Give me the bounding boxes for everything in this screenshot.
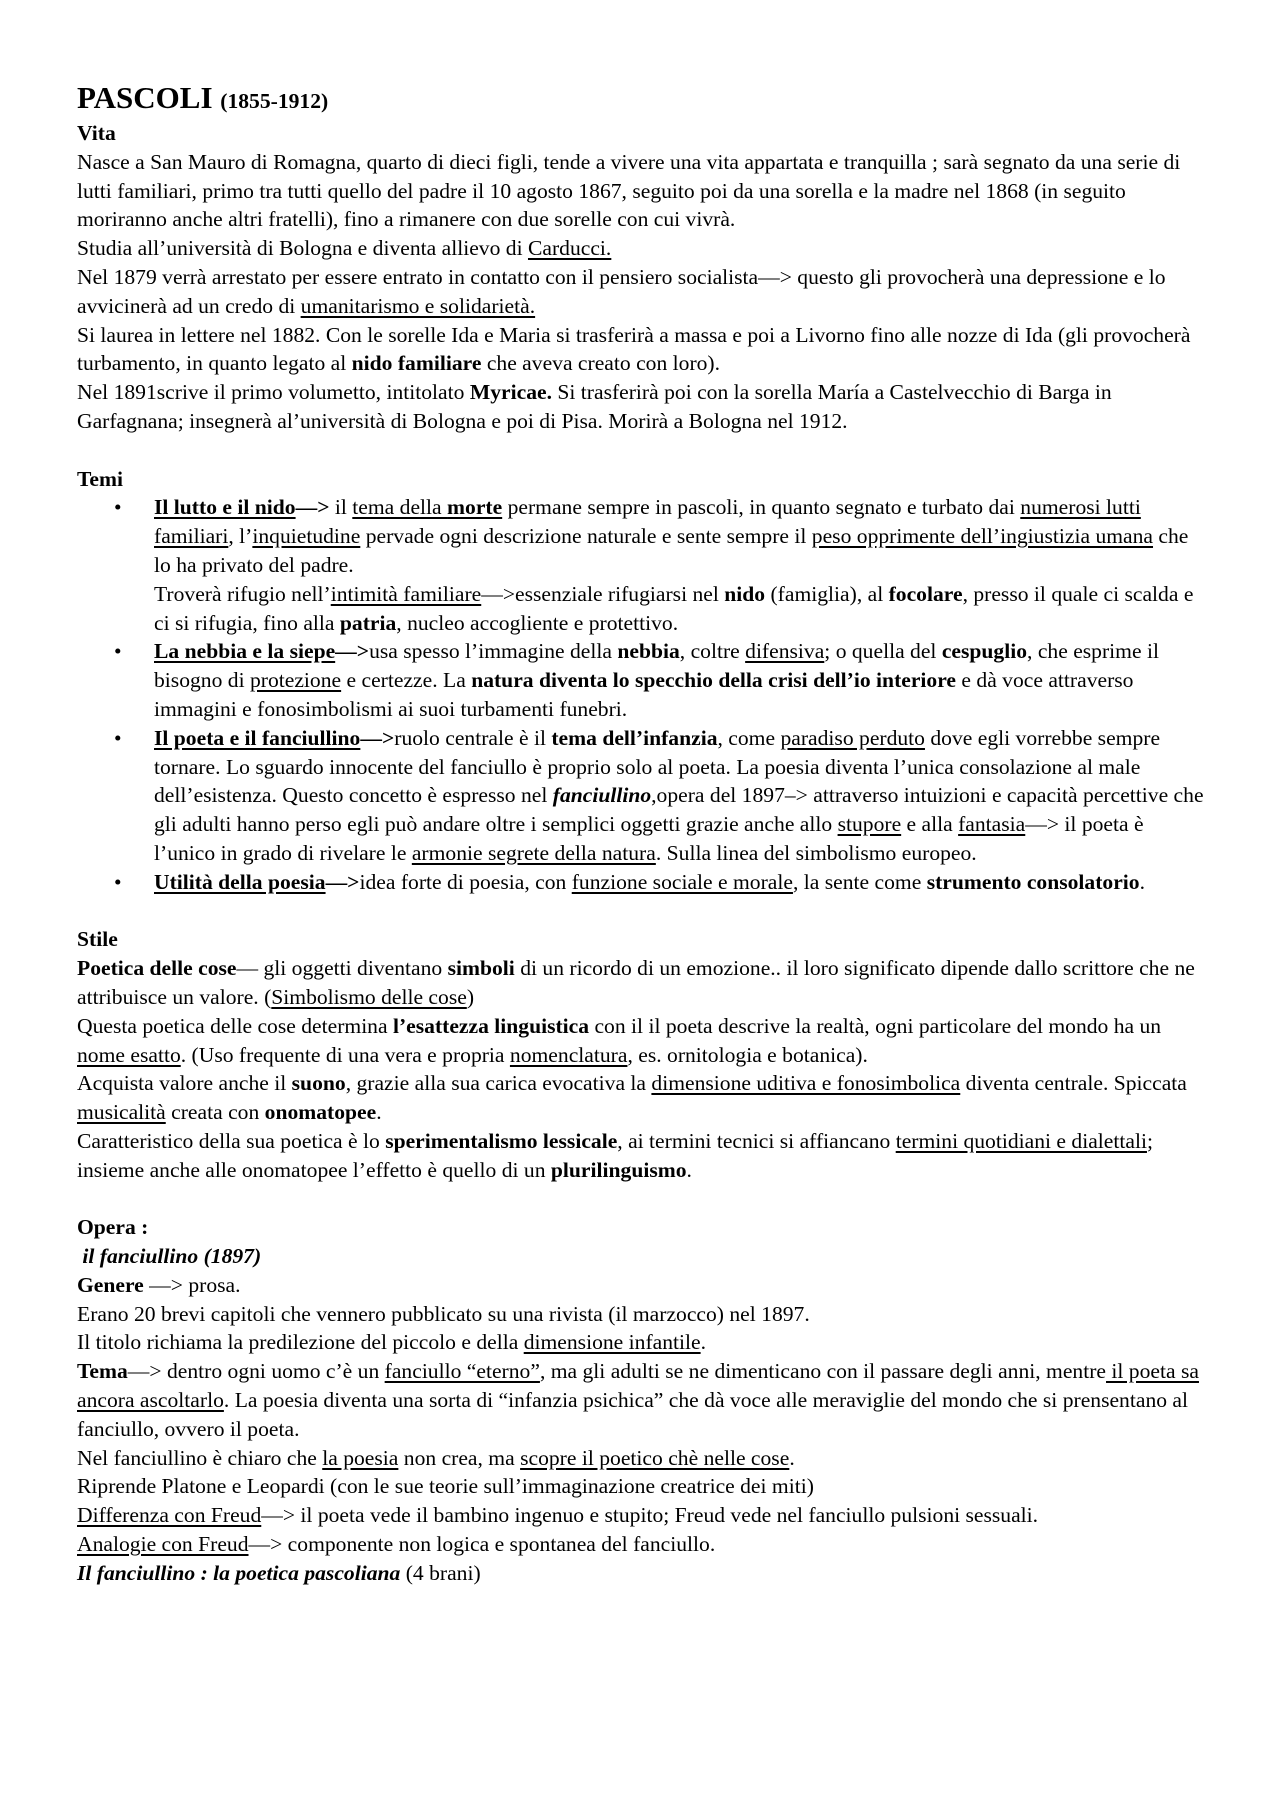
text-run: , nucleo accogliente e protettivo. — [396, 610, 679, 635]
theme-paragraph — [154, 493, 1207, 579]
theme-paragraph — [154, 868, 1207, 897]
underlined-text: difensiva — [745, 639, 825, 664]
vita-paragraph-2 — [77, 234, 1207, 263]
text-run: , ai termini tecnici si affiancano — [617, 1128, 896, 1153]
bold-text: suono — [291, 1071, 346, 1096]
underlined-text: la poesia — [322, 1445, 399, 1470]
opera-paragraph-4 — [77, 1444, 1207, 1473]
underlined-text: dimensione uditiva e fonosimbolica — [651, 1071, 961, 1096]
underlined-text: funzione sociale e morale — [571, 869, 793, 894]
theme-item-poeta-fanciullino — [154, 724, 1207, 868]
underlined-text: nomenclatura — [509, 1042, 628, 1067]
page-title — [77, 80, 1207, 119]
text-run: con il il poeta descrive la realtà, ogni particolare del mondo ha un — [589, 1013, 1162, 1038]
opera-paragraph-6 — [77, 1501, 1207, 1530]
text-run: e dà voce attraverso immagini e fonosimbolismi ai suoi turbamenti funebri. — [154, 668, 1134, 721]
bold-text: nido familiare — [351, 351, 482, 376]
theme-title: Il lutto e il nido — [154, 495, 296, 520]
text-run: Si laurea in lettere nel 1882. Con le sorelle Ida e Maria si trasferirà a massa e poi a Livorno fino alle nozze di Ida (gli provocherà turbamento, in quanto legato al — [77, 322, 1191, 376]
underlined-text: scopre il poetico chè nelle cose — [520, 1445, 790, 1470]
text-run: —>essenziale rifugiarsi nel — [481, 581, 725, 606]
underlined-text: fantasia — [958, 812, 1026, 837]
underlined-text: inquietudine — [252, 524, 361, 549]
text-run: Il titolo richiama la predilezione del piccolo e della — [77, 1330, 524, 1355]
underlined-text: tema della — [352, 495, 448, 520]
bold-text: cespuglio — [941, 639, 1028, 664]
title-years: (1855-1912) — [220, 89, 329, 113]
section-heading-vita: Vita — [77, 121, 116, 145]
opera-genere — [77, 1271, 1207, 1300]
text-run: usa spesso l’immagine della — [369, 639, 618, 664]
underlined-text: nome esatto — [77, 1042, 181, 1067]
underlined-text: paradiso perduto — [780, 725, 925, 750]
text-run: , coltre — [679, 639, 746, 664]
vita-paragraph-3 — [77, 263, 1207, 321]
text-run: , grazie alla sua carica evocativa la — [345, 1071, 652, 1096]
text-run: ,opera del 1897–> attraverso intuizioni e capacità percettive che gli adulti hanno perso egli può andare oltre i semplici oggetti grazie anche allo — [154, 783, 1204, 837]
theme-item-lutto-nido — [154, 493, 1207, 637]
text-run: . La poesia diventa una sorta di “infanzia psichica” che dà voce alle meraviglie del mondo che si prensentano al fanciullo, ovvero il poeta. — [77, 1388, 1189, 1441]
underlined-text: peso opprimente dell’ingiustizia umana — [811, 524, 1154, 549]
text-run: . — [1139, 869, 1146, 894]
text-run: —> prosa. — [143, 1272, 241, 1297]
text-run: ruolo centrale è il — [394, 725, 552, 750]
vita-paragraph-1: Nasce a San Mauro di Romagna, quarto di dieci figli, tende a vivere una vita appartata e tranquilla ; sarà segnato da una serie di lutti familiari, primo tra tutti quello del padre il 10 agosto 1867, seguito poi da una sorella e la madre nel 1868 (in seguito moriranno anche altri fratelli), fino a rimanere con due sorelle con cui vivrà. — [77, 149, 1181, 232]
text-run: . Sulla linea del simbolismo europeo. — [655, 840, 977, 865]
vita-paragraph-5 — [77, 378, 1207, 436]
underlined-text: dimensione infantile — [523, 1330, 701, 1355]
opera-subtitle: il fanciullino (1897) — [77, 1244, 262, 1269]
theme-title: Utilità della poesia — [154, 869, 326, 894]
underlined-text: Carducci. — [527, 236, 612, 261]
bold-text: tema dell’infanzia — [551, 725, 718, 750]
spacer — [77, 436, 1207, 465]
text-run: , ma gli adulti se ne dimenticano con il passare degli anni, mentre — [539, 1359, 1107, 1384]
text-run: ) — [466, 984, 475, 1009]
themes-list — [77, 493, 1207, 896]
text-run: diventa centrale. Spiccata — [960, 1071, 1187, 1096]
underlined-text: termini quotidiani e dialettali — [895, 1128, 1147, 1153]
bold-text: Genere — [77, 1272, 144, 1297]
text-run: non crea, ma — [398, 1445, 521, 1470]
text-run: , es. ornitologia e botanica). — [627, 1042, 868, 1067]
text-run: ; insieme anche alle onomatopee l’effetto è quello di un — [77, 1128, 1153, 1182]
text-run: . — [686, 1157, 692, 1182]
text-run: Acquista valore anche il — [77, 1071, 292, 1096]
underlined-text: armonie segrete della natura — [411, 840, 656, 865]
bold-text: Myricae. — [469, 380, 552, 405]
text-run: , la sente come — [792, 869, 927, 894]
text-run: Studia all’università di Bologna e diventa allievo di — [77, 236, 528, 261]
theme-title: Il poeta e il fanciullino — [154, 725, 361, 750]
text-run: —> il poeta è l’unico in grado di rivelare le — [154, 812, 1144, 865]
text-run: —> dentro ogni uomo c’è un — [127, 1359, 385, 1384]
text-run: , presso il quale ci scalda e ci si rifugia, fino alla — [154, 581, 1194, 635]
text-run: —> il poeta vede il bambino ingenuo e stupito; Freud vede nel fanciullo pulsioni sessuali. — [261, 1503, 1039, 1528]
text-run: e certezze. La — [341, 668, 472, 693]
text-run: creata con — [165, 1100, 265, 1125]
opera-paragraph-5: Riprende Platone e Leopardi (con le sue teorie sull’immaginazione creatrice dei miti) — [77, 1474, 814, 1499]
text-run: dove egli vorrebbe sempre tornare. Lo sguardo innocente del fanciullo è proprio solo al poeta. La poesia diventa l’unica consolazione al male dell’esistenza. Questo concetto è espresso nel — [154, 725, 1161, 808]
text-run: — gli oggetti diventano — [236, 956, 448, 981]
bold-text: Tema — [77, 1359, 128, 1384]
section-heading-opera: Opera : — [77, 1215, 149, 1240]
document-content — [77, 80, 1207, 1588]
text-run: Nel 1891scrive il primo volumetto, intitolato — [77, 380, 470, 405]
opera-paragraph-3 — [77, 1357, 1207, 1443]
text-run: Questa poetica delle cose determina — [77, 1013, 393, 1038]
stile-paragraph-1 — [77, 954, 1207, 1012]
text-run: Si trasferirà poi con la sorella María a Castelvecchio di Barga in Garfagnana; insegnerà al’università di Bologna e poi di Pisa. Morirà a Bologna nel 1912. — [77, 380, 1112, 433]
spacer — [77, 1184, 1207, 1213]
title-text: PASCOLI — [77, 80, 213, 115]
text-run: Caratteristico della sua poetica è lo — [77, 1128, 386, 1153]
bold-text: nebbia — [617, 639, 680, 664]
opera-paragraph-7 — [77, 1530, 1207, 1559]
underlined-text: il poeta sa ancora ascoltarlo — [77, 1359, 1199, 1413]
bold-text: focolare — [888, 581, 963, 606]
arrow-text: —> — [335, 639, 370, 664]
arrow-text: —> — [325, 869, 360, 894]
text-run: . (Uso frequente di una vera e propria — [180, 1042, 510, 1067]
bold-text: patria — [339, 610, 397, 635]
bold-text: nido — [724, 581, 766, 606]
bold-text: onomatopee — [264, 1100, 377, 1125]
text-run: permane sempre in pascoli, in quanto segnato e turbato dai — [502, 495, 1021, 520]
theme-paragraph — [154, 724, 1207, 868]
text-run: . — [376, 1100, 382, 1125]
theme-title: La nebbia e la siepe — [154, 639, 336, 664]
text-run: che aveva creato con loro). — [481, 351, 721, 376]
stile-paragraph-3 — [77, 1069, 1207, 1127]
bold-text: simboli — [447, 956, 515, 981]
text-run: , che esprime il bisogno di — [154, 639, 1159, 693]
underlined-text: numerosi lutti familiari — [154, 495, 1141, 549]
opera-paragraph-2 — [77, 1328, 1207, 1357]
text-run: ; o quella del — [824, 639, 942, 664]
stile-paragraph-4 — [77, 1127, 1207, 1185]
text-run: di un ricordo di un emozione.. il loro significato dipende dallo scrittore che ne attribuisce un valore. ( — [77, 956, 1195, 1009]
bold-text: natura diventa lo specchio della crisi dell’io interiore — [471, 668, 957, 693]
opera-paragraph-8 — [77, 1559, 1207, 1588]
text-run: il — [329, 495, 353, 520]
bold-italic-text: fanciullino — [552, 783, 652, 808]
underlined-text: Differenza con Freud — [77, 1503, 262, 1528]
arrow-text: —> — [295, 495, 330, 520]
bold-text: plurilinguismo — [550, 1157, 687, 1182]
theme-paragraph — [154, 637, 1207, 723]
text-run: Nel 1879 verrà arrestato per essere entrato in contatto con il pensiero socialista—> questo gli provocherà una depressione e lo avvicinerà ad un credo di — [77, 264, 1166, 318]
stile-paragraph-2 — [77, 1012, 1207, 1070]
vita-paragraph-4 — [77, 321, 1207, 379]
text-run: —> componente non logica e spontanea del fanciullo. — [248, 1532, 716, 1557]
text-run: e alla — [901, 812, 959, 837]
underlined-text: protezione — [249, 668, 342, 693]
text-run: (famiglia), al — [765, 581, 889, 606]
text-run: Nel fanciullino è chiaro che — [77, 1445, 323, 1470]
text-run: pervade ogni descrizione naturale e sente sempre il — [360, 524, 812, 549]
underlined-text: fanciullo “eterno” — [384, 1359, 540, 1384]
underlined-text: musicalità — [77, 1100, 166, 1125]
underlined-text: Analogie con Freud — [77, 1532, 249, 1557]
underlined-text: Simbolismo delle cose — [271, 984, 467, 1009]
text-run: , come — [717, 725, 781, 750]
underlined-text: stupore — [837, 812, 902, 837]
underlined-text: intimità familiare — [330, 581, 482, 606]
section-heading-stile: Stile — [77, 927, 118, 952]
bold-text: l’esattezza linguistica — [392, 1013, 590, 1038]
text-run: (4 brani) — [400, 1560, 481, 1585]
bold-text: Poetica delle cose — [77, 956, 237, 981]
underlined-text: umanitarismo e solidarietà. — [300, 293, 536, 318]
theme-item-nebbia-siepe — [154, 637, 1207, 723]
bold-text: sperimentalismo lessicale — [385, 1128, 618, 1153]
text-run: che lo ha privato del padre. — [154, 524, 1189, 577]
section-heading-temi: Temi — [77, 466, 123, 491]
text-run: . — [789, 1445, 795, 1470]
arrow-text: —> — [360, 725, 395, 750]
text-run: , l’ — [228, 524, 253, 549]
bold-italic-text: Il fanciullino : la poetica pascoliana — [77, 1560, 401, 1585]
theme-paragraph — [154, 580, 1207, 638]
text-run: Troverà rifugio nell’ — [154, 581, 331, 606]
text-run: . — [700, 1330, 707, 1355]
bold-text: strumento consolatorio — [926, 869, 1140, 894]
theme-item-utilita-poesia — [154, 868, 1207, 897]
opera-paragraph-1: Erano 20 brevi capitoli che vennero pubblicato su una rivista (il marzocco) nel 1897. — [77, 1301, 810, 1326]
spacer — [77, 897, 1207, 926]
text-run: idea forte di poesia, con — [359, 869, 572, 894]
underlined-bold-text: morte — [447, 495, 503, 520]
